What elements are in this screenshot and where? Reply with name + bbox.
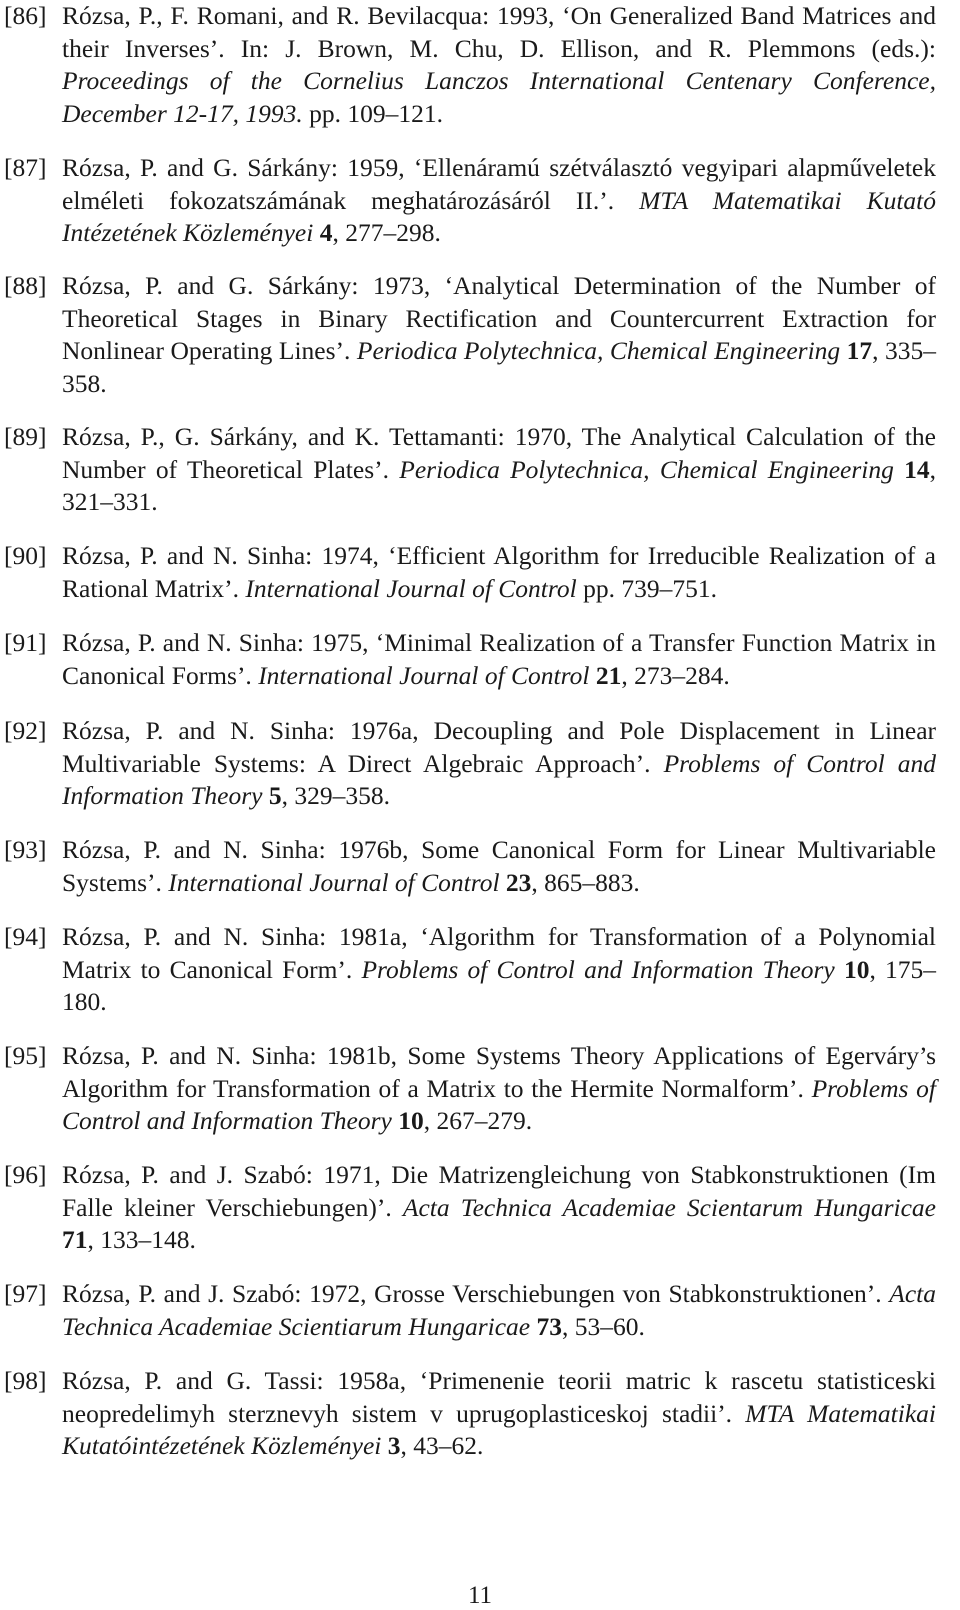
reference-venue: Periodica Polytechnica, Chemical Engineering [399, 454, 894, 484]
reference-volume: 21 [595, 660, 622, 690]
reference-entry-90 [4, 540, 936, 605]
reference-volume: 10 [398, 1106, 424, 1136]
reference-entry-97 [4, 1278, 936, 1343]
reference-text [62, 1278, 936, 1343]
reference-authors-title: Rózsa, P., G. Sárkány, and K. Tettamanti: 1970, The Analytical Calculation of the Number of Theoretical Plates’. [62, 422, 936, 484]
reference-venue: Acta Technica Academiae Scientiarum Hungaricae [62, 1279, 937, 1341]
reference-volume: 23 [505, 867, 532, 897]
reference-number: [89] [4, 422, 47, 451]
reference-pages: , 175–180. [62, 954, 937, 1017]
reference-entry-86 [4, 0, 936, 130]
reference-number: [97] [4, 1279, 47, 1308]
reference-venue: International Journal of Control [258, 660, 590, 690]
reference-number: [92] [4, 716, 47, 745]
reference-authors-title: Rózsa, P. and G. Sárkány: 1973, ‘Analytical Determination of the Number of Theoretical Stages in Binary Rectification and Countercurrent Extraction for Nonlinear Operating Lines’. [62, 271, 936, 366]
reference-pages: , 321–331. [62, 454, 937, 517]
reference-volume: 17 [846, 336, 873, 366]
reference-authors-title: Rózsa, P. and N. Sinha: 1981a, ‘Algorithm for Transformation of a Polynomial Matrix to Canonical Form’. [62, 922, 936, 984]
reference-pages: , 133–148. [87, 1225, 196, 1255]
reference-venue: MTA Matematikai Kutatóintézetének Közleményei [62, 1398, 936, 1461]
reference-pages: pp. 739–751. [583, 573, 717, 603]
reference-entry-92 [4, 715, 936, 813]
reference-entry-96 [4, 1159, 936, 1257]
reference-entry-95 [4, 1040, 936, 1138]
reference-number: [91] [4, 628, 47, 657]
reference-volume: 71 [62, 1225, 88, 1255]
reference-venue: Problems of Control and Information Theory [361, 954, 835, 984]
reference-volume: 73 [536, 1311, 562, 1341]
reference-text [62, 152, 936, 250]
reference-authors-title: Rózsa, P. and G. Tassi: 1958a, ‘Primenenie teorii matric k rascetu statisticeski neopredelimyh sterznevyh sistem v uprugoplasticeskoj stadii’. [62, 1366, 936, 1428]
reference-pages: , 335–358. [62, 336, 936, 398]
reference-venue: Proceedings of the Cornelius Lanczos International Centenary Conference, December 12-17, 1993. [62, 66, 936, 128]
reference-text [62, 1365, 936, 1463]
reference-entry-93 [4, 834, 936, 899]
reference-venue: International Journal of Control [168, 867, 500, 897]
reference-number: [88] [4, 271, 47, 300]
reference-volume: 3 [387, 1431, 401, 1461]
reference-venue: International Journal of Control [245, 573, 577, 603]
reference-number: [90] [4, 541, 47, 570]
reference-authors-title: Rózsa, P. and J. Szabó: 1972, Grosse Verschiebungen von Stabkonstruktionen’. [62, 1279, 882, 1308]
reference-number: [86] [4, 1, 47, 30]
reference-text [62, 270, 936, 400]
reference-entry-94 [4, 921, 936, 1019]
reference-pages: , 277–298. [332, 218, 441, 248]
reference-pages: , 53–60. [562, 1311, 645, 1341]
reference-authors-title: Rózsa, P. and J. Szabó: 1971, Die Matrizengleichung von Stabkonstruktionen (Im Falle kleiner Verschiebungen)’. [62, 1160, 936, 1222]
reference-text [62, 715, 936, 813]
reference-number: [96] [4, 1160, 47, 1189]
reference-authors-title: Rózsa, P. and G. Sárkány: 1959, ‘Ellenáramú szétválasztó vegyipari alapműveletek elméleti fokozatszámának meghatározásáról II.’. [62, 153, 936, 215]
reference-venue: Acta Technica Academiae Scientarum Hungaricae [402, 1192, 937, 1222]
reference-authors-title: Rózsa, P., F. Romani, and R. Bevilacqua: 1993, ‘On Generalized Band Matrices and their Inverses’. In: J. Brown, M. Chu, D. Ellison, and R. Plemmons (eds.): [62, 1, 936, 63]
reference-number: [93] [4, 835, 47, 864]
page-number: 11 [467, 1582, 493, 1609]
reference-pages: , 43–62. [400, 1431, 484, 1461]
reference-text [62, 421, 936, 519]
reference-volume: 14 [904, 454, 930, 484]
reference-text [62, 921, 936, 1019]
reference-number: [95] [4, 1041, 47, 1070]
reference-number: [94] [4, 922, 47, 951]
reference-authors-title: Rózsa, P. and N. Sinha: 1975, ‘Minimal Realization of a Transfer Function Matrix in Canonical Forms’. [62, 628, 936, 690]
reference-text [62, 627, 936, 692]
reference-entry-88 [4, 270, 936, 400]
reference-number: [87] [4, 153, 47, 182]
reference-text [62, 540, 936, 605]
reference-text [62, 834, 936, 899]
reference-volume: 4 [319, 218, 333, 248]
reference-venue: MTA Matematikai Kutató Intézetének Közleményei [62, 185, 937, 248]
reference-text [62, 1040, 936, 1138]
reference-number: [98] [4, 1366, 47, 1395]
reference-authors-title: Rózsa, P. and N. Sinha: 1976b, Some Canonical Form for Linear Multivariable Systems’. [62, 835, 936, 897]
reference-pages: , 329–358. [281, 781, 390, 811]
reference-pages: , 273–284. [621, 660, 730, 690]
reference-volume: 10 [843, 954, 870, 984]
reference-volume: 5 [268, 781, 282, 811]
reference-entry-89 [4, 421, 936, 519]
reference-text [62, 1159, 936, 1257]
reference-authors-title: Rózsa, P. and N. Sinha: 1974, ‘Efficient Algorithm for Irreducible Realization of a Rational Matrix’. [62, 541, 936, 603]
reference-authors-title: Rózsa, P. and N. Sinha: 1976a, Decoupling and Pole Displacement in Linear Multivariable Systems: A Direct Algebraic Approach’. [62, 716, 936, 778]
reference-text [62, 0, 936, 130]
reference-venue: Problems of Control and Information Theory [62, 748, 936, 811]
reference-pages: , 865–883. [531, 867, 640, 897]
reference-pages: pp. 109–121. [309, 98, 444, 128]
reference-venue: Periodica Polytechnica, Chemical Engineering [356, 336, 841, 366]
reference-pages: , 267–279. [423, 1106, 533, 1136]
reference-entry-98 [4, 1365, 936, 1463]
reference-venue: Problems of Control and Information Theory [62, 1073, 936, 1136]
reference-entry-87 [4, 152, 936, 250]
reference-entry-91 [4, 627, 936, 692]
reference-authors-title: Rózsa, P. and N. Sinha: 1981b, Some Systems Theory Applications of Egerváry’s Algorithm for Transformation of a Matrix to the Hermite Normalform’. [62, 1041, 936, 1103]
